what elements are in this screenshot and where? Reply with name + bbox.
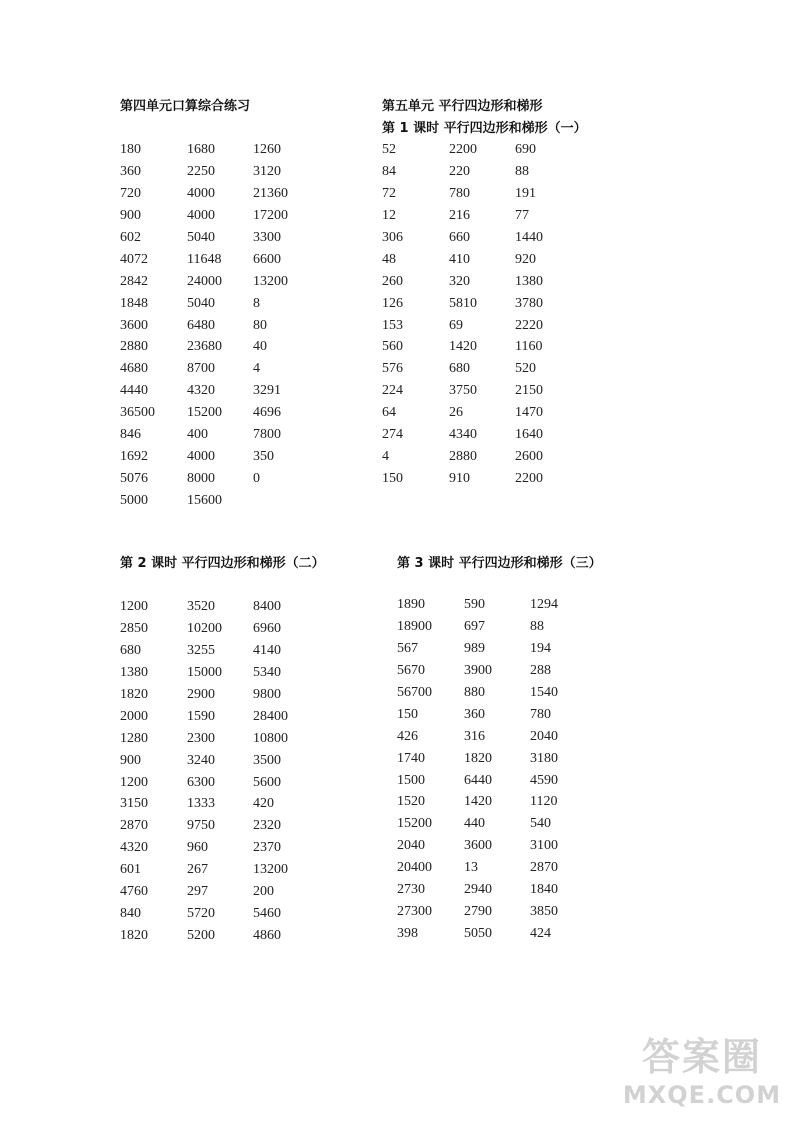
answer-cell: 780 (530, 706, 551, 722)
answer-cell: 15200 (187, 405, 222, 421)
answer-cell: 2850 (120, 620, 148, 636)
answer-cell: 780 (449, 185, 470, 201)
answer-row (120, 336, 267, 358)
answer-cell: 48 (382, 251, 396, 267)
answer-cell: 27300 (397, 904, 432, 920)
answer-cell: 0 (253, 471, 260, 487)
answer-row (397, 594, 602, 616)
answer-cell: 3900 (464, 662, 492, 678)
answer-row (120, 750, 325, 772)
answer-cell: 21360 (253, 185, 288, 201)
answer-cell: 1160 (515, 339, 543, 355)
answer-cell: 3500 (253, 752, 281, 768)
answer-row (382, 205, 587, 227)
answer-cell: 4000 (187, 185, 215, 201)
answer-cell: 2300 (187, 730, 215, 746)
answer-cell: 1820 (120, 928, 148, 944)
answer-cell: 2220 (515, 317, 543, 333)
answer-cell: 3850 (530, 904, 558, 920)
answer-row (382, 336, 587, 358)
answer-cell: 84 (382, 163, 396, 179)
answer-cell: 5810 (449, 295, 477, 311)
answer-cell: 4 (253, 361, 260, 377)
answer-cell: 1440 (515, 229, 543, 245)
answer-cell: 576 (382, 361, 403, 377)
answer-cell: 424 (530, 926, 551, 942)
answer-cell: 3291 (253, 383, 281, 399)
answer-row (397, 835, 602, 857)
answer-cell: 5050 (464, 926, 492, 942)
answer-row (397, 923, 602, 945)
answer-row (382, 227, 587, 249)
answer-cell: 24000 (187, 273, 222, 289)
answer-grid (120, 596, 325, 947)
answer-cell: 4440 (120, 383, 148, 399)
answer-row (382, 271, 587, 293)
answer-row (397, 901, 602, 923)
answer-cell: 80 (253, 317, 267, 333)
answer-cell: 2730 (397, 882, 425, 898)
section-lesson3 (397, 553, 602, 945)
answer-cell: 2200 (515, 471, 543, 487)
answer-cell: 5200 (187, 928, 215, 944)
answer-cell: 3780 (515, 295, 543, 311)
answer-cell: 2000 (120, 708, 148, 724)
section-subheading: 第 1 课时 平行四边形和梯形（一） (382, 121, 587, 136)
answer-row (397, 616, 602, 638)
answer-cell: 3520 (187, 599, 215, 614)
answer-cell: 288 (530, 662, 551, 678)
answer-row (382, 380, 587, 402)
answer-cell: 200 (253, 884, 274, 900)
answer-cell: 2900 (187, 686, 215, 702)
answer-row (120, 772, 325, 794)
answer-cell: 8000 (187, 471, 215, 487)
answer-grid (382, 139, 587, 490)
answer-cell: 360 (120, 163, 141, 179)
answer-cell: 4320 (120, 840, 148, 856)
answer-cell: 6960 (253, 620, 281, 636)
answer-cell: 4590 (530, 772, 558, 788)
answer-cell: 680 (449, 361, 470, 377)
answer-cell: 1640 (515, 427, 543, 443)
answer-cell: 4 (382, 449, 389, 465)
answer-cell: 3600 (464, 838, 492, 854)
section-heading: 第 3 课时 平行四边形和梯形（三） (397, 556, 602, 571)
answer-cell: 320 (449, 273, 470, 289)
site-watermark (622, 1034, 782, 1124)
answer-row (382, 161, 587, 183)
answer-cell: 410 (449, 251, 470, 267)
answer-row (120, 490, 250, 512)
answer-cell: 40 (253, 339, 267, 355)
answer-cell: 6480 (187, 317, 215, 333)
answer-cell: 4320 (187, 383, 215, 399)
answer-cell: 224 (382, 383, 403, 399)
answer-cell: 2790 (464, 904, 492, 920)
answer-cell: 900 (120, 207, 141, 223)
answer-cell: 9800 (253, 686, 281, 702)
answer-cell: 5600 (253, 774, 281, 790)
answer-cell: 400 (187, 427, 208, 443)
section-heading: 第 2 课时 平行四边形和梯形（二） (120, 556, 325, 571)
answer-row (120, 793, 325, 815)
answer-row (397, 660, 602, 682)
answer-cell: 220 (449, 163, 470, 179)
answer-cell: 4000 (187, 207, 215, 223)
answer-row (120, 315, 267, 337)
answer-grid (397, 594, 602, 945)
answer-cell: 1380 (120, 664, 148, 680)
answer-cell: 15000 (187, 664, 222, 680)
answer-cell: 5460 (253, 906, 281, 922)
answer-cell: 4680 (120, 361, 148, 377)
answer-cell: 6600 (253, 251, 281, 267)
answer-row (382, 249, 587, 271)
answer-cell: 560 (382, 339, 403, 355)
answer-row (120, 227, 281, 249)
answer-cell: 601 (120, 862, 141, 878)
answer-cell: 1680 (187, 142, 215, 157)
answer-row (382, 293, 587, 315)
answer-cell: 680 (120, 642, 141, 658)
answer-cell: 4760 (120, 884, 148, 900)
answer-cell: 3240 (187, 752, 215, 768)
answer-cell: 846 (120, 427, 141, 443)
answer-row (382, 424, 587, 446)
answer-cell: 2870 (530, 860, 558, 876)
answer-cell: 5720 (187, 906, 215, 922)
answer-cell: 1470 (515, 405, 543, 421)
answer-cell: 1200 (120, 599, 148, 614)
answer-row (120, 881, 325, 903)
answer-cell: 2200 (449, 142, 477, 157)
answer-cell: 2320 (253, 818, 281, 834)
answer-cell: 880 (464, 684, 485, 700)
answer-cell: 12 (382, 207, 396, 223)
answer-cell: 1500 (397, 772, 425, 788)
answer-row (120, 640, 325, 662)
answer-cell: 274 (382, 427, 403, 443)
answer-row (397, 770, 602, 792)
answer-cell: 180 (120, 142, 141, 157)
answer-cell: 2880 (449, 449, 477, 465)
answer-cell: 2842 (120, 273, 148, 289)
answer-cell: 398 (397, 926, 418, 942)
watermark-logo-text: 答案圈 (641, 1035, 762, 1079)
answer-row (382, 402, 587, 424)
answer-row (397, 704, 602, 726)
answer-cell: 1380 (515, 273, 543, 289)
answer-cell: 1260 (253, 142, 281, 157)
answer-cell: 56700 (397, 684, 432, 700)
answer-row (120, 249, 281, 271)
answer-cell: 1848 (120, 295, 148, 311)
answer-cell: 2370 (253, 840, 281, 856)
answer-cell: 360 (464, 706, 485, 722)
answer-cell: 26 (449, 405, 463, 421)
answer-cell: 3100 (530, 838, 558, 854)
answer-cell: 2870 (120, 818, 148, 834)
answer-cell: 350 (253, 449, 274, 465)
answer-cell: 1333 (187, 796, 215, 812)
answer-cell: 2940 (464, 882, 492, 898)
answer-cell: 5040 (187, 295, 215, 311)
answer-row (120, 837, 325, 859)
answer-cell: 989 (464, 640, 485, 656)
answer-cell: 64 (382, 405, 396, 421)
answer-cell: 36500 (120, 405, 155, 421)
answer-cell: 150 (397, 706, 418, 722)
answer-row (120, 859, 325, 881)
answer-row (120, 468, 260, 490)
answer-row (120, 402, 281, 424)
answer-cell: 2250 (187, 163, 215, 179)
answer-cell: 3600 (120, 317, 148, 333)
answer-cell: 5040 (187, 229, 215, 245)
answer-row (120, 596, 325, 618)
answer-cell: 4860 (253, 928, 281, 944)
answer-cell: 4340 (449, 427, 477, 443)
watermark-domain: MXQE.COM (622, 1081, 782, 1109)
answer-cell: 3180 (530, 750, 558, 766)
answer-cell: 720 (120, 185, 141, 201)
answer-row (382, 315, 587, 337)
answer-cell: 316 (464, 728, 485, 744)
answer-cell: 2040 (397, 838, 425, 854)
answer-cell: 5000 (120, 493, 148, 508)
answer-cell: 426 (397, 728, 418, 744)
answer-row (397, 748, 602, 770)
answer-row (382, 139, 587, 161)
answer-row (120, 815, 325, 837)
answer-row (397, 813, 602, 835)
answer-row (120, 662, 325, 684)
answer-row (120, 380, 281, 402)
answer-cell: 9750 (187, 818, 215, 834)
answer-cell: 440 (464, 816, 485, 832)
answer-row (397, 638, 602, 660)
answer-cell: 69 (449, 317, 463, 333)
answer-cell: 1120 (530, 794, 558, 810)
answer-cell: 191 (515, 185, 536, 201)
answer-cell: 8400 (253, 599, 281, 614)
section-unit5-lesson1 (382, 96, 587, 490)
answer-cell: 4696 (253, 405, 281, 421)
answer-cell: 72 (382, 185, 396, 201)
answer-cell: 13200 (253, 862, 288, 878)
answer-cell: 4140 (253, 642, 281, 658)
answer-cell: 17200 (253, 207, 288, 223)
answer-cell: 920 (515, 251, 536, 267)
answer-cell: 1820 (464, 750, 492, 766)
answer-cell: 88 (530, 618, 544, 634)
section-unit4-oral-calc (120, 96, 288, 512)
answer-cell: 23680 (187, 339, 222, 355)
answer-cell: 960 (187, 840, 208, 856)
answer-cell: 520 (515, 361, 536, 377)
answer-grid (120, 139, 288, 512)
answer-cell: 18900 (397, 618, 432, 634)
answer-cell: 6300 (187, 774, 215, 790)
answer-cell: 52 (382, 142, 396, 157)
answer-cell: 1840 (530, 882, 558, 898)
answer-cell: 2600 (515, 449, 543, 465)
answer-cell: 1294 (530, 597, 558, 612)
answer-cell: 5670 (397, 662, 425, 678)
answer-cell: 540 (530, 816, 551, 832)
answer-cell: 4072 (120, 251, 148, 267)
answer-cell: 297 (187, 884, 208, 900)
answer-cell: 1520 (397, 794, 425, 810)
answer-cell: 602 (120, 229, 141, 245)
answer-cell: 5340 (253, 664, 281, 680)
answer-cell: 840 (120, 906, 141, 922)
answer-cell: 1420 (449, 339, 477, 355)
answer-row (120, 903, 325, 925)
answer-row (382, 446, 587, 468)
answer-row (120, 618, 325, 640)
answer-cell: 194 (530, 640, 551, 656)
section-lesson2 (120, 553, 325, 947)
answer-cell: 150 (382, 471, 403, 487)
answer-row (397, 879, 602, 901)
answer-row (397, 682, 602, 704)
answer-cell: 3750 (449, 383, 477, 399)
answer-cell: 10200 (187, 620, 222, 636)
answer-row (120, 139, 281, 161)
answer-cell: 1540 (530, 684, 558, 700)
answer-cell: 3255 (187, 642, 215, 658)
answer-cell: 1740 (397, 750, 425, 766)
answer-row (120, 271, 288, 293)
answer-cell: 900 (120, 752, 141, 768)
answer-cell: 697 (464, 618, 485, 634)
answer-cell: 15200 (397, 816, 432, 832)
answer-cell: 88 (515, 163, 529, 179)
answer-cell: 153 (382, 317, 403, 333)
answer-cell: 3300 (253, 229, 281, 245)
answer-cell: 6440 (464, 772, 492, 788)
answer-row (120, 205, 288, 227)
answer-cell: 1280 (120, 730, 148, 746)
answer-row (397, 857, 602, 879)
answer-cell: 1200 (120, 774, 148, 790)
answer-cell: 260 (382, 273, 403, 289)
answer-cell: 11648 (187, 251, 222, 267)
answer-row (120, 358, 260, 380)
answer-cell: 20400 (397, 860, 432, 876)
answer-cell: 10800 (253, 730, 288, 746)
answer-row (120, 728, 325, 750)
answer-row (397, 791, 602, 813)
answer-cell: 3120 (253, 163, 281, 179)
section-heading: 第四单元口算综合练习 (120, 99, 251, 114)
answer-cell: 590 (464, 597, 485, 612)
section-heading: 第五单元 平行四边形和梯形 (382, 99, 543, 114)
answer-cell: 8700 (187, 361, 215, 377)
answer-cell: 4000 (187, 449, 215, 465)
answer-cell: 1420 (464, 794, 492, 810)
answer-cell: 690 (515, 142, 536, 157)
answer-row (120, 446, 274, 468)
answer-row (120, 684, 325, 706)
answer-cell: 2040 (530, 728, 558, 744)
answer-cell: 13200 (253, 273, 288, 289)
answer-cell: 306 (382, 229, 403, 245)
answer-row (120, 183, 288, 205)
answer-cell: 126 (382, 295, 403, 311)
answer-row (382, 468, 587, 490)
answer-cell: 2880 (120, 339, 148, 355)
answer-cell: 2150 (515, 383, 543, 399)
answer-cell: 7800 (253, 427, 281, 443)
answer-cell: 910 (449, 471, 470, 487)
answer-row (120, 706, 325, 728)
answer-cell: 1890 (397, 597, 425, 612)
answer-row (120, 161, 281, 183)
answer-cell: 5076 (120, 471, 148, 487)
answer-cell: 267 (187, 862, 208, 878)
answer-cell: 13 (464, 860, 478, 876)
answer-cell: 1590 (187, 708, 215, 724)
answer-cell: 77 (515, 207, 529, 223)
answer-row (120, 925, 325, 947)
answer-cell: 15600 (187, 493, 222, 508)
answer-row (382, 358, 587, 380)
answer-cell: 567 (397, 640, 418, 656)
answer-cell: 1820 (120, 686, 148, 702)
answer-cell: 420 (253, 796, 274, 812)
answer-cell: 8 (253, 295, 260, 311)
answer-row (382, 183, 587, 205)
answer-row (397, 726, 602, 748)
answer-cell: 660 (449, 229, 470, 245)
answer-row (120, 293, 260, 315)
answer-cell: 28400 (253, 708, 288, 724)
answer-cell: 3150 (120, 796, 148, 812)
answer-cell: 216 (449, 207, 470, 223)
answer-row (120, 424, 281, 446)
answer-cell: 1692 (120, 449, 148, 465)
